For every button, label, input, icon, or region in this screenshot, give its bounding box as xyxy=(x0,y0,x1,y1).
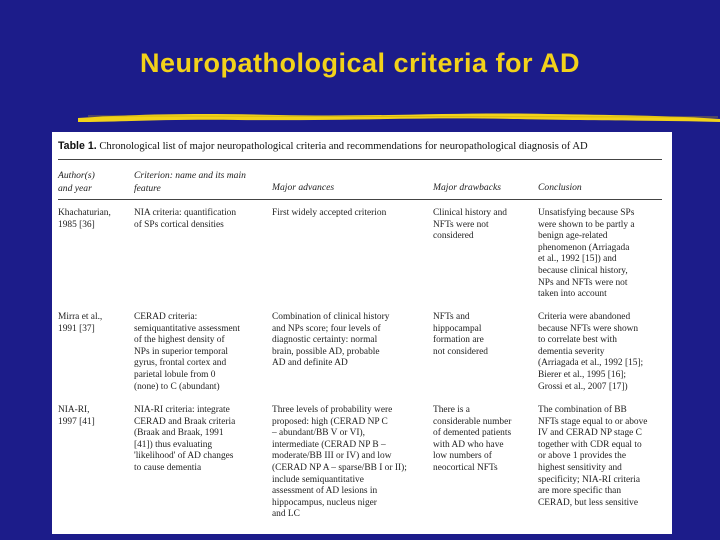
table-row-1-advances: First widely accepted criterion xyxy=(272,208,387,218)
table-row-1-criterion: NIA criteria: quantification of SPs cortical densities xyxy=(134,208,237,230)
table-row-3-criterion: NIA-RI criteria: integrate CERAD and Braak criteria (Braak and Braak, 1991 [41]) thus evaluating 'likelihood' of AD changes to cause dementia xyxy=(134,405,236,473)
header-advances: Major advances xyxy=(272,182,335,193)
header-conclusion: Conclusion xyxy=(538,182,582,193)
criteria-table xyxy=(52,132,672,534)
table-caption xyxy=(58,140,664,152)
table-row-3-author: NIA-RI, 1997 [41] xyxy=(58,405,95,427)
table-row-3-conclusion: The combination of BB NFTs stage equal to or above IV and CERAD NP stage C together with CDR equal to or above 1 provides the highest sensitivity and specificity; NIA-RI criteria are more specific than CERAD, but less sensitive xyxy=(538,405,648,508)
header-criterion: Criterion: name and its main feature xyxy=(134,170,246,194)
header-author: Author(s) and year xyxy=(58,170,95,194)
table-label: Table 1. xyxy=(58,140,97,152)
table-caption-text: Chronological list of major neuropathological criteria and recommendations for neuropathological diagnosis of AD xyxy=(99,141,588,152)
table-row-2-author: Mirra et al., 1991 [37] xyxy=(58,312,103,334)
table-row-1-author: Khachaturian, 1985 [36] xyxy=(58,208,111,230)
table-row-3-advances: Three levels of probability were proposed: high (CERAD NP C – abundant/BB V or VI), intermediate (CERAD NP B – moderate/BB III or IV) and low (CERAD NP A – sparse/BB I or II); include semiquantitative assessment of AD lesions in hippocampus, nucleus niger and LC xyxy=(272,405,407,520)
slide-title: Neuropathological criteria for AD xyxy=(139,48,581,78)
header-drawbacks: Major drawbacks xyxy=(433,182,501,193)
table-row-2-drawbacks: NFTs and hippocampal formation are not considered xyxy=(433,312,488,357)
title-underline xyxy=(78,110,720,124)
table-row-3-drawbacks: There is a considerable number of demented patients with AD who have low numbers of neocortical NFTs xyxy=(433,405,512,473)
table-row-1-conclusion: Unsatisfying because SPs were shown to be partly a benign age-related phenomenon (Arriagada et al., 1992 [15]) and because clinical history, NPs and NFTs were not taken into account xyxy=(538,208,635,300)
table-row-2-criterion: CERAD criteria: semiquantitative assessment of the highest density of NPs in superior temporal gyrus, frontal cortex and parietal lobule from 0 (none) to C (abundant) xyxy=(134,312,240,392)
table-row-2-advances: Combination of clinical history and NPs score; four levels of diagnostic certainty: normal brain, possible AD, probable AD and definite AD xyxy=(272,312,390,369)
table-row-2-conclusion: Criteria were abandoned because NFTs were shown to correlate best with dementia severity (Arriagada et al., 1992 [15]; Bierer et al., 1995 [16]; Grossi et al., 2007 [17]) xyxy=(538,312,644,392)
header-rule xyxy=(58,199,662,200)
table-top-rule xyxy=(58,159,662,160)
table-row-1-drawbacks: Clinical history and NFTs were not considered xyxy=(433,208,507,242)
